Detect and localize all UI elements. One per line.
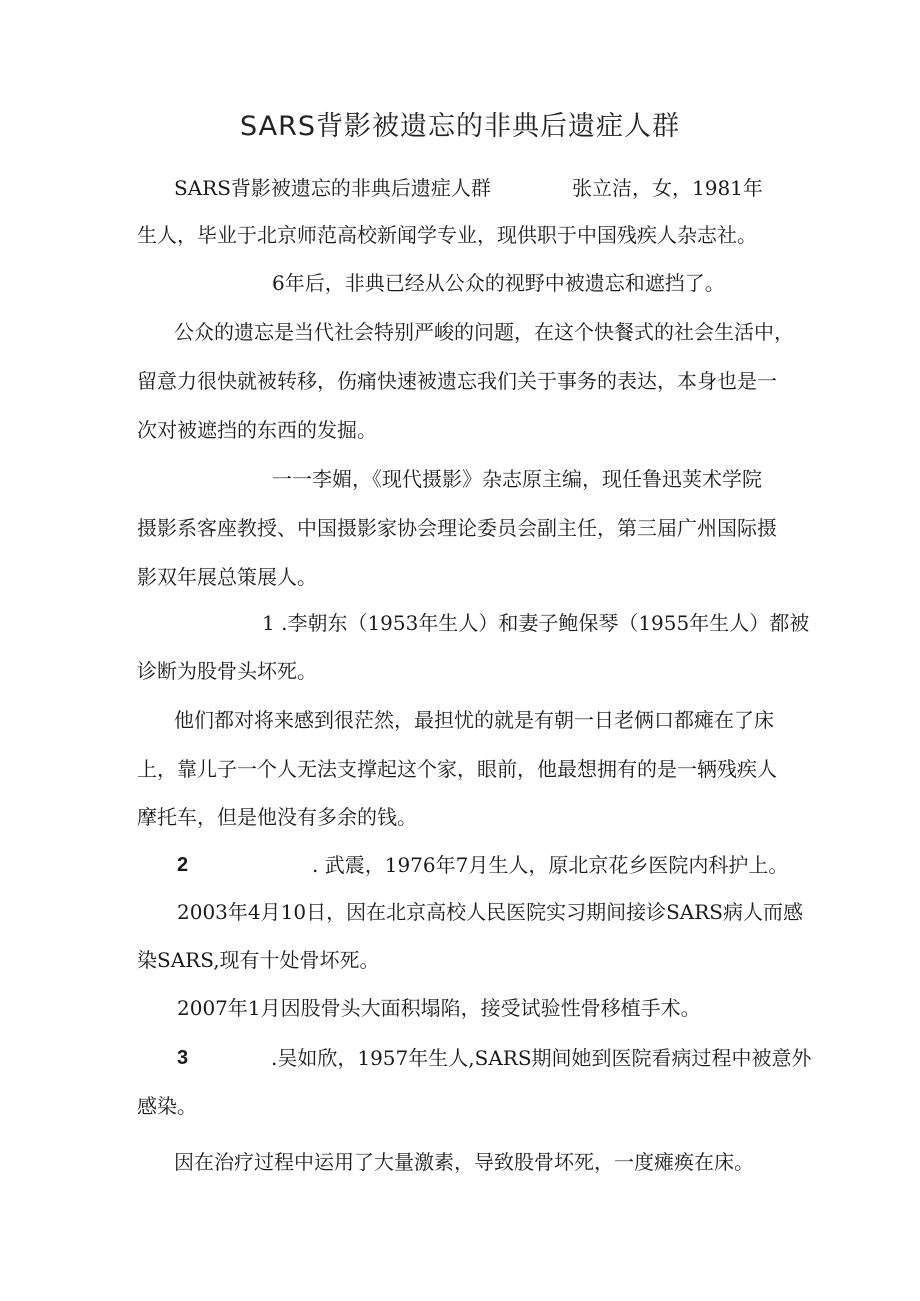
- quote-attribution-line: 影双年展总策展人。: [137, 565, 317, 589]
- paragraph-line: 次对被遮挡的东西的发掘。: [137, 418, 377, 442]
- case-2-line: 2007年1月因股骨头大面积塌陷，接受试验性骨移植手术。: [177, 996, 701, 1020]
- case-3-number: 3: [177, 1047, 189, 1069]
- case-2-line: 2003年4月10日，因在北京高校人民医院实习期间接诊SARS病人而感: [177, 900, 803, 924]
- case-2-number: 2: [177, 854, 189, 876]
- paragraph-line: 他们都对将来感到很茫然，最担忧的就是有朝一日老俩口都瘫在了床: [174, 708, 774, 732]
- case-2-line: . 武震，1976年7月生人，原北京花乡医院内科护上。: [312, 853, 789, 877]
- line-author-name: 张立洁，女，1981年: [572, 176, 763, 200]
- quote-attribution-line: 一一李媚，《现代摄影》杂志原主编，现任鲁迅荚术学院: [272, 467, 762, 491]
- quote-attribution-line: 摄影系客座教授、中国摄影家协会理论委员会副主任，第三届广州国际摄: [137, 516, 777, 540]
- paragraph-line: 公众的遗忘是当代社会特别严峻的问题，在这个快餐式的社会生活中，: [174, 320, 794, 344]
- case-3-line: 因在治疗过程中运用了大量激素，导致股骨坏死，一度瘫痪在床。: [174, 1150, 754, 1174]
- line-intro-title: SARS背影被遗忘的非典后遗症人群: [174, 176, 491, 200]
- case-1-line: 诊断为股骨头坏死。: [137, 659, 317, 683]
- document-title: SARS背影被遗忘的非典后遗症人群: [239, 111, 680, 142]
- paragraph-line: 留意力很快就被转移，伤痛快速被遗忘我们关于事务的表达，本身也是一: [137, 369, 777, 393]
- case-3-line: .吴如欣，1957年生人,SARS期间她到医院看病过程中被意外: [271, 1046, 812, 1070]
- line-six-years: 6年后，非典已经从公众的视野中被遗忘和遮挡了。: [272, 271, 725, 295]
- case-2-line: 染SARS,现有十处骨坏死。: [137, 948, 380, 972]
- case-1-line: 1 .李朝东（1953年生人）和妻子鲍保琴（1955年生人）都被: [262, 611, 810, 635]
- line-author-bio: 生人，毕业于北京师范高校新闻学专业，现供职于中国残疾人杂志社。: [137, 223, 757, 247]
- paragraph-line: 摩托车，但是他没有多余的钱。: [137, 805, 417, 829]
- case-3-line: 感染。: [137, 1094, 197, 1118]
- paragraph-line: 上，靠儿子一个人无法支撑起这个家，眼前，他最想拥有的是一辆残疾人: [137, 757, 777, 781]
